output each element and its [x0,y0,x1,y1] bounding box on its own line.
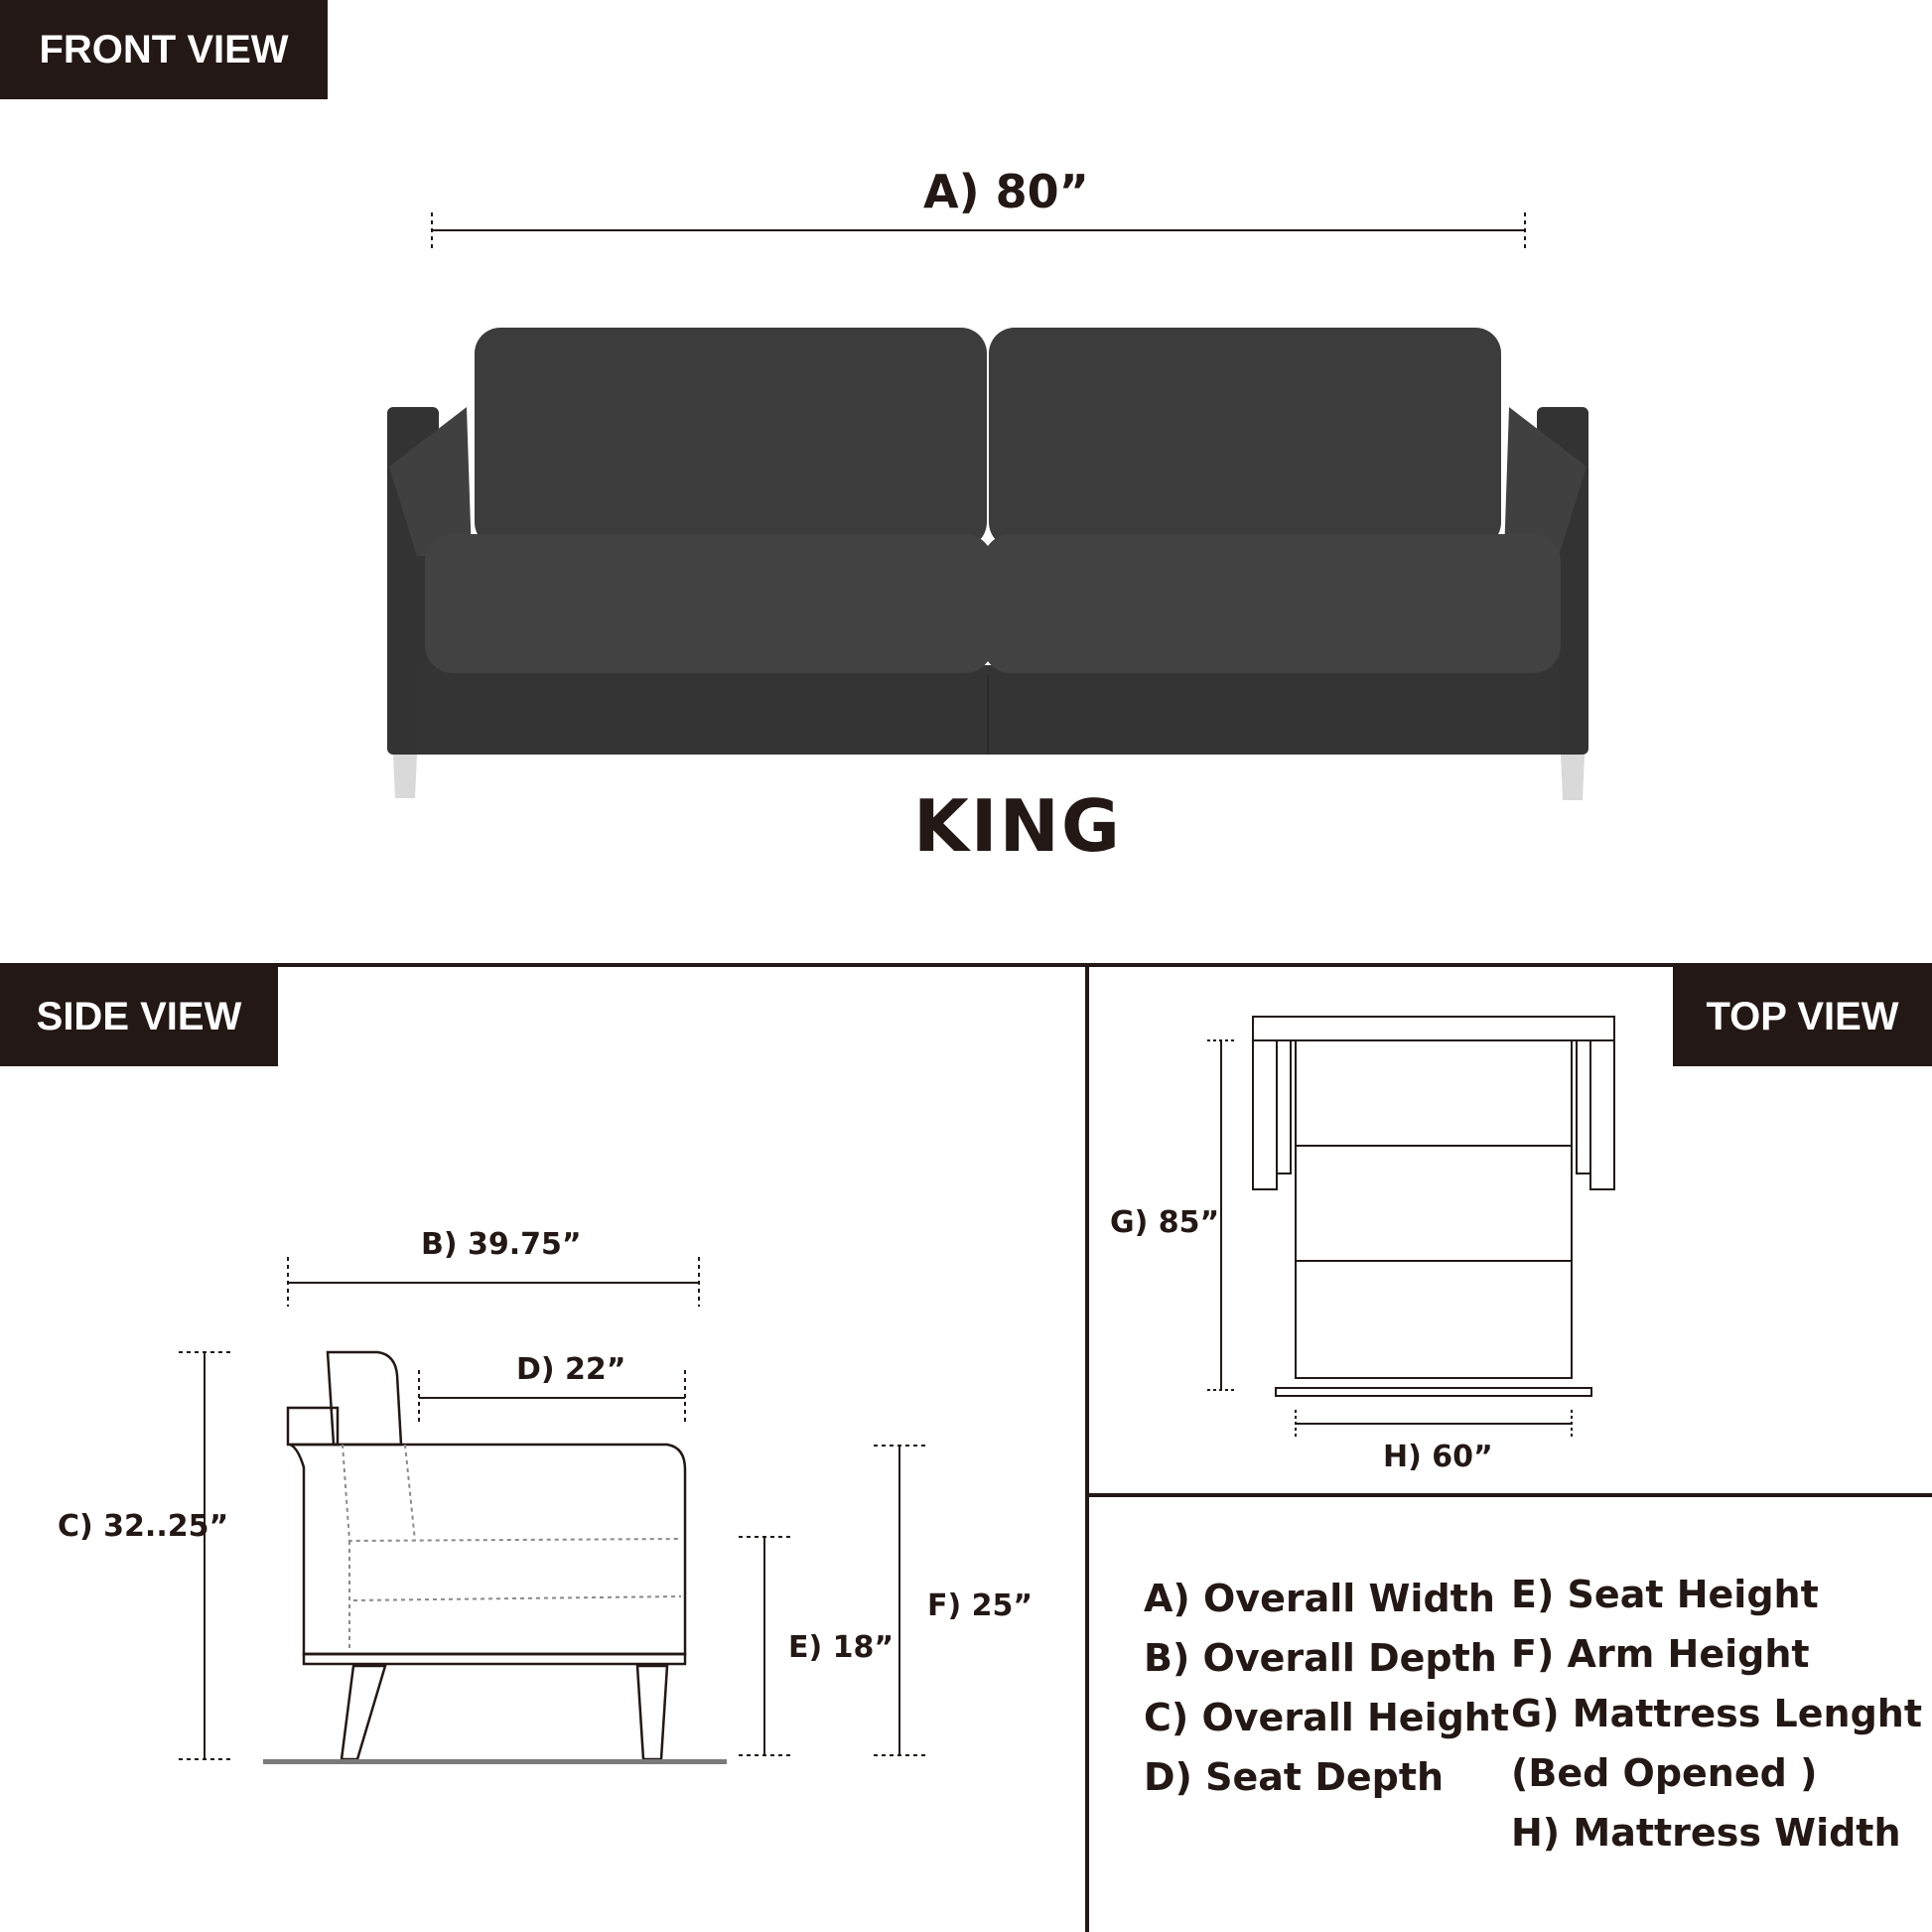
front-view-label: FRONT VIEW [0,0,328,99]
seat-height-dimension: E) 18” [788,1630,895,1665]
legend-item: (Bed Opened ) [1511,1751,1818,1795]
arm-height-dimension: F) 25” [927,1588,1034,1623]
legend-item: H) Mattress Width [1511,1811,1901,1855]
mattress-width-dimension: H) 60” [1383,1440,1493,1474]
legend-item: F) Arm Height [1511,1632,1810,1676]
top-view-label: TOP VIEW [1673,967,1932,1066]
legend-item: A) Overall Width [1144,1577,1495,1620]
overall-height-dimension: C) 32..25” [58,1509,229,1544]
legend-left [1144,1569,1509,1807]
legend-item: C) Overall Height [1144,1696,1510,1739]
model-name: KING [913,784,1122,868]
legend-item: B) Overall Depth [1144,1636,1497,1680]
seat-depth-dimension: D) 22” [516,1352,626,1387]
overall-width-dimension: A) 80” [923,165,1089,218]
legend-item: G) Mattress Lenght [1511,1692,1923,1735]
side-view-label: SIDE VIEW [0,967,278,1066]
legend-item: E) Seat Height [1511,1573,1819,1616]
legend-right [1511,1565,1922,1863]
overall-depth-dimension: B) 39.75” [421,1227,582,1262]
legend-item: D) Seat Depth [1144,1755,1445,1799]
mattress-length-dimension: G) 85” [1110,1205,1220,1240]
